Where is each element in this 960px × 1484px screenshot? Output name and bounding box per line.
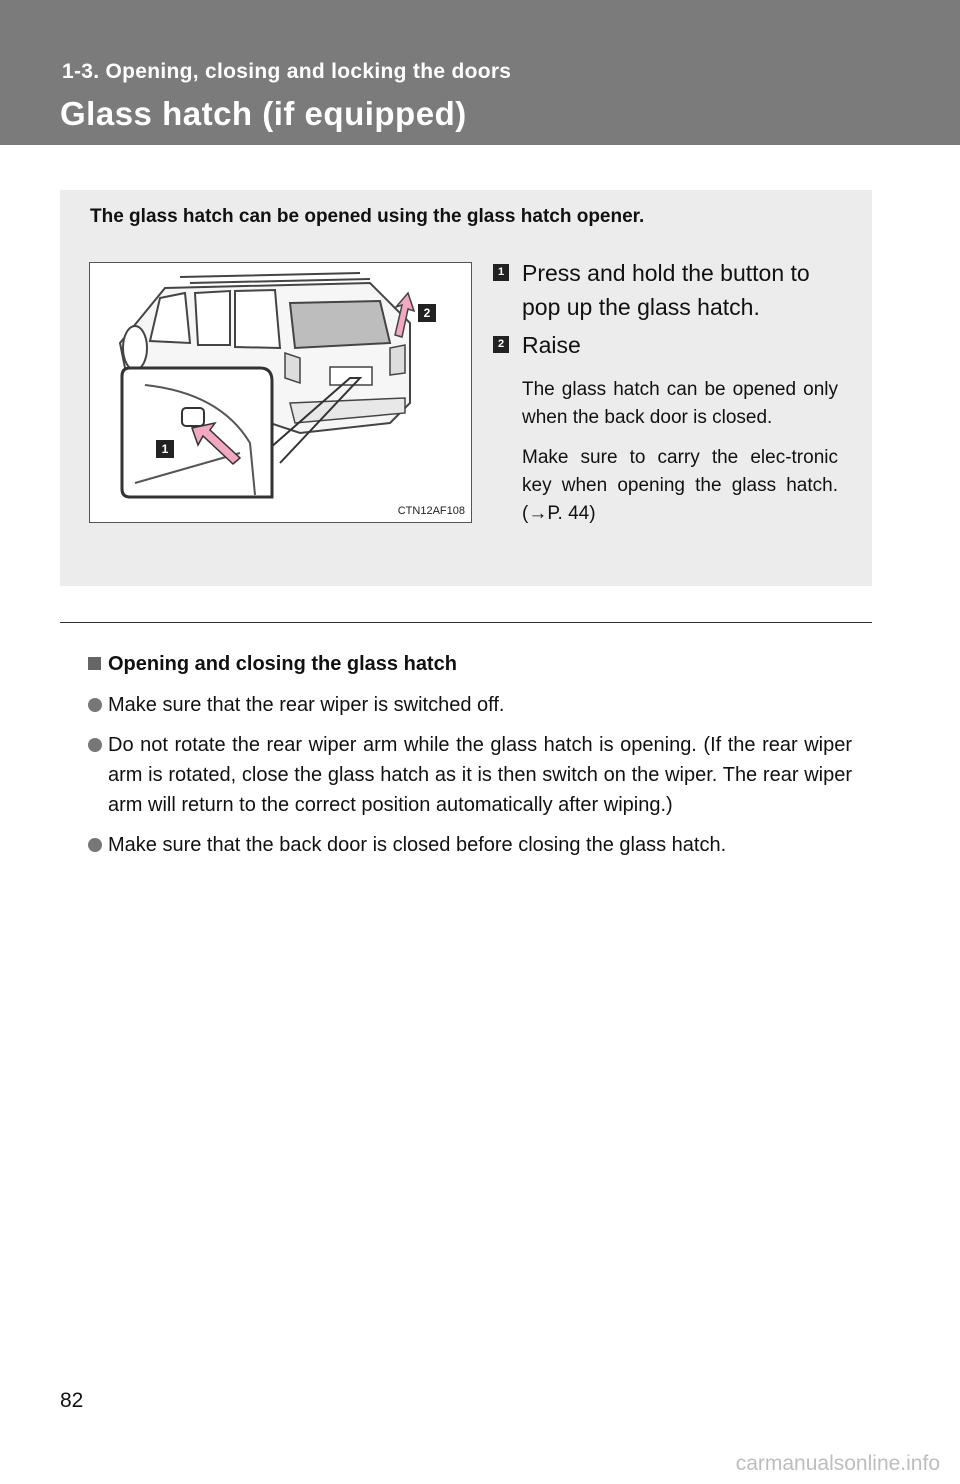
step-text: Press and hold the button to pop up the glass hatch. [522, 260, 810, 320]
box-intro: The glass hatch can be opened using the glass hatch opener. [90, 206, 645, 227]
step-text: Raise [522, 332, 581, 358]
section-divider [60, 622, 872, 623]
watermark: carmanualsonline.info [735, 1452, 940, 1475]
circle-bullet-icon [88, 698, 102, 712]
square-bullet-icon [88, 657, 101, 670]
info-title-text: Opening and closing the glass hatch [108, 653, 457, 675]
list-item [88, 730, 852, 820]
callout-1-badge: 1 [156, 440, 174, 458]
section-label: 1-3. Opening, closing and locking the doors [62, 60, 512, 83]
list-item [88, 690, 852, 720]
note-text: The glass hatch can be opened only when the back door is closed. [522, 379, 838, 428]
page-title: Glass hatch (if equipped) [60, 95, 467, 132]
info-title [88, 650, 852, 678]
page-header [0, 0, 960, 145]
bullet-text: Make sure that the rear wiper is switched off. [108, 694, 505, 716]
page-number: 82 [60, 1389, 84, 1412]
instruction-box [60, 190, 872, 586]
step-item [493, 328, 838, 362]
vehicle-drawing [90, 263, 471, 522]
steps-list [493, 256, 838, 528]
step-item [493, 256, 838, 324]
list-item [88, 830, 852, 860]
note-text: Make sure to carry the elec-tronic key when opening the glass hatch. (→P. 44) [522, 447, 838, 524]
circle-bullet-icon [88, 838, 102, 852]
figure-code: CTN12AF108 [397, 505, 465, 517]
bullet-text: Do not rotate the rear wiper arm while the glass hatch is opening. (If the rear wiper arm is rotated, close the glass hatch as it is then switch on the wiper. The rear wiper arm will return to the correct position automatically after wiping.) [108, 734, 852, 816]
circle-bullet-icon [88, 738, 102, 752]
glass-hatch-illustration [89, 262, 472, 523]
info-section [88, 650, 852, 870]
step-number: 1 [493, 264, 509, 281]
step-number: 2 [493, 336, 509, 353]
bullet-text: Make sure that the back door is closed before closing the glass hatch. [108, 834, 727, 856]
callout-2-badge: 2 [418, 304, 436, 322]
